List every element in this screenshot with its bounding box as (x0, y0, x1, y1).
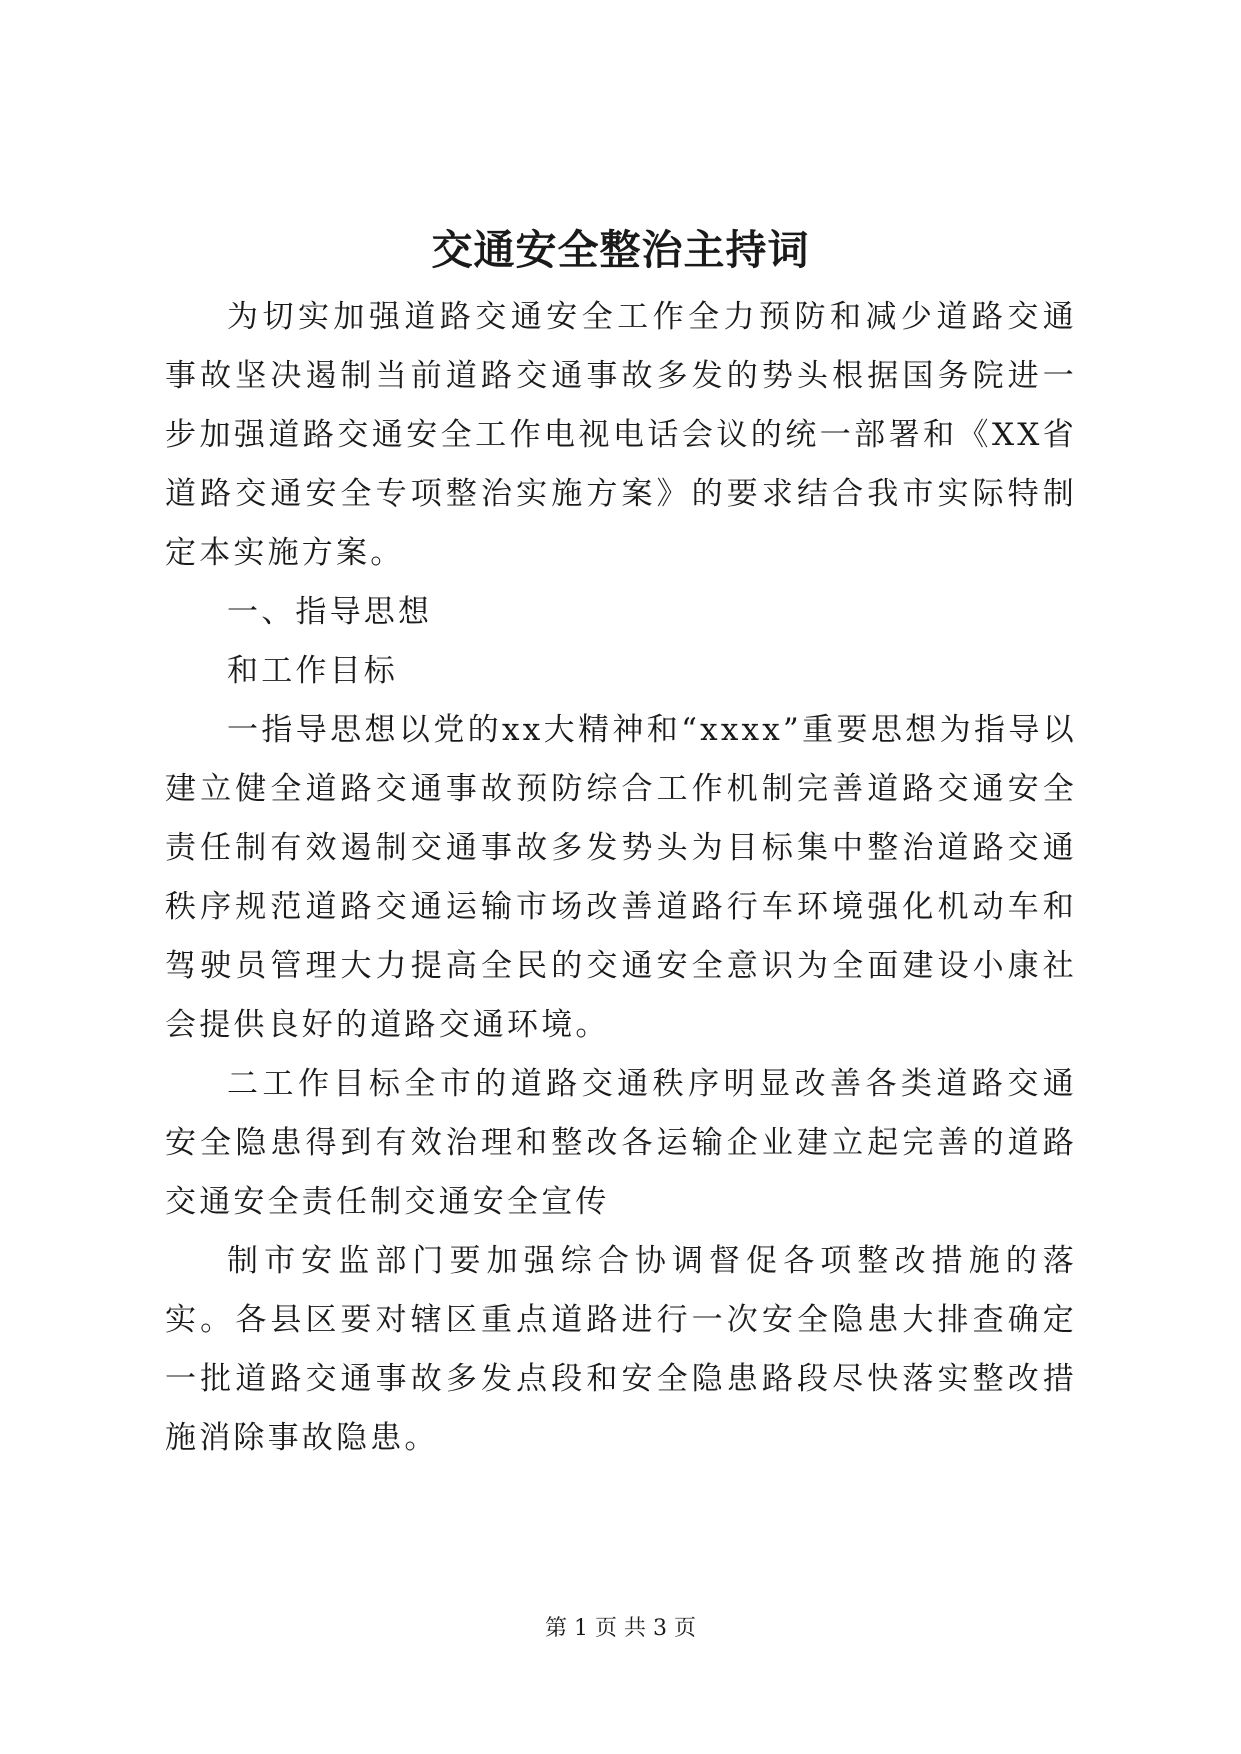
paragraph-guiding-ideology: 一指导思想以党的xx大精神和“xxxx”重要思想为指导以建立健全道路交通事故预防综合工作机制完善道路交通安全责任制有效遏制交通事故多发势头为目标集中整治道路交通秩序规范道路交通运输市场改善道路行车环境强化机动车和驾驶员管理大力提高全民的交通安全意识为全面建设小康社会提供良好的道路交通环境。 (165, 712, 1077, 1043)
page-footer: 第 1 页 共 3 页 (545, 1616, 696, 1641)
paragraph-section-heading: 一、指导思想 (227, 594, 433, 630)
document-body (165, 288, 1077, 1468)
paragraph-work-goals: 二工作目标全市的道路交通秩序明显改善各类道路交通安全隐患得到有效治理和整改各运输企业建立起完善的道路交通安全责任制交通安全宣传 (165, 1066, 1077, 1220)
paragraph-measures: 制市安监部门要加强综合协调督促各项整改措施的落实。各县区要对辖区重点道路进行一次安全隐患大排查确定一批道路交通事故多发点段和安全隐患路段尽快落实整改措施消除事故隐患。 (165, 1243, 1077, 1456)
document-title: 交通安全整治主持词 (431, 226, 810, 274)
paragraph-intro: 为切实加强道路交通安全工作全力预防和减少道路交通事故坚决遏制当前道路交通事故多发的势头根据国务院进一步加强道路交通安全工作电视电话会议的统一部署和《XX省道路交通安全专项整治实施方案》的要求结合我市实际特制定本实施方案。 (165, 299, 1077, 571)
paragraph-section-heading-cont: 和工作目标 (227, 653, 398, 689)
